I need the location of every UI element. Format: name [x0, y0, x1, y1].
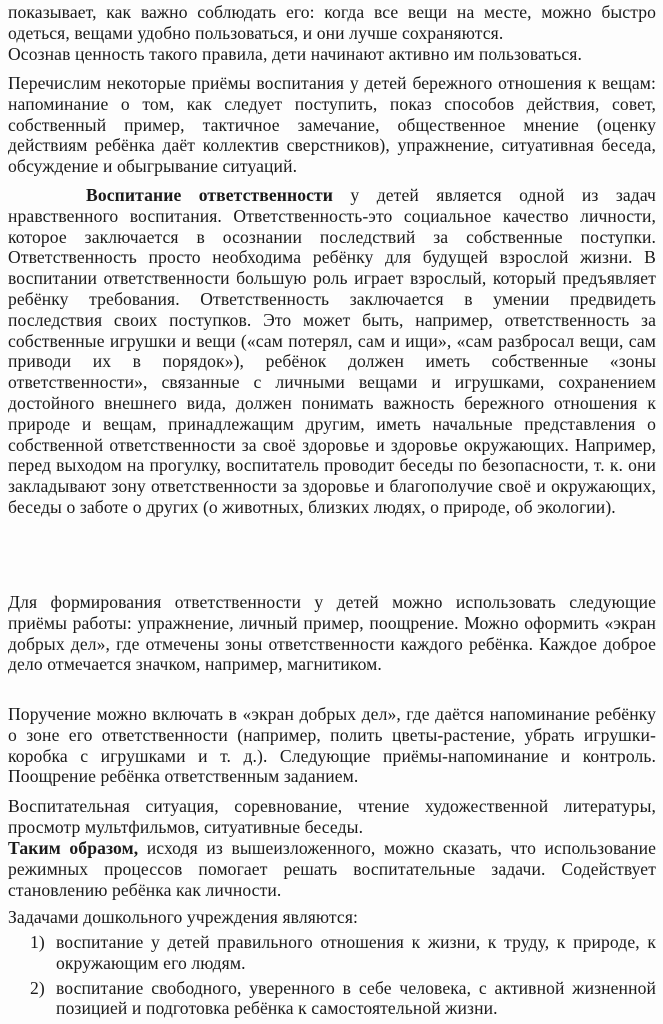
list-item-text: воспитание свободного, уверенного в себе человека, с активной жизненной позицией и подготовка ребёнка к самостоятельной жизни. — [56, 977, 656, 1019]
conclusion-heading: Таким образом, — [8, 838, 139, 858]
paragraph-tasks-intro: Задачами дошкольного учреждения являются: — [8, 907, 359, 927]
paragraph-rule-value: Осознав ценность такого правила, дети начинают активно им пользоваться. — [8, 44, 582, 64]
responsibility-text: у детей является одной из задач нравственного воспитания. Ответственность-это социальное качество личности, которое заключается в осознании последствий за собственные поступки. Ответственность просто необходима ребёнку для будущей взрослой жизни. В воспитании ответственности большую роль играет взрослый, который предъявляет ребёнку требования. Ответственность заключается в умении предвидеть последствия своих поступков. Это может быть, например, ответственность за собственные игрушки и вещи («сам потерял, сам и ищи», «сам разбросал вещи, сам приводи их в порядок»), ребёнок должен иметь собственные «зоны ответственности», связанные с личными вещами и игрушками, сохранением достойного внешнего вида, должен понимать важность бережного отношения к природе и вещам, принадлежащим другим, иметь начальные представления о собственной ответственности за своё здоровье и здоровье окружающих. Например, перед выходом на прогулку, воспитатель проводит беседы по безопасности, т. к. они закладывают зону ответственности за здоровье и благополучие своё и окружающих, беседы о заботе о других (о животных, близких людях, о природе, об экологии). — [8, 185, 656, 517]
paragraph-conclusion — [8, 838, 656, 900]
paragraph-order-benefits: показывает, как важно соблюдать его: когда все вещи на месте, можно быстро одеться, вещами удобно пользоваться, и они лучше сохраняются. — [8, 2, 656, 43]
list-item — [8, 932, 656, 974]
list-item-text: воспитание у детей правильного отношения к жизни, к труду, к природе, к окружающим его людям. — [56, 932, 656, 973]
paragraph-care-methods: Перечислим некоторые приёмы воспитания у детей бережного отношения к вещам: напоминание о том, как следует поступить, показ способов действия, совет, собственный пример, тактичное замечание, общественное мнение (оценку действиям ребёнка даёт коллектив сверстников), упражнение, ситуативная беседа, обсуждение и обыгрывание ситуаций. — [8, 73, 656, 177]
tasks-list — [8, 932, 656, 1019]
list-item-number: 2) — [30, 977, 45, 998]
conclusion-text: исходя из вышеизложенного, можно сказать, что использование режимных процессов помогает решать воспитательные задачи. Содействует становлению ребёнка как личности. — [8, 838, 656, 900]
paragraph-responsibility — [8, 185, 656, 518]
list-item — [8, 978, 656, 1020]
paragraph-assignments: Поручение можно включать в «экран добрых дел», где даётся напоминание ребёнку о зоне его ответственности (например, полить цветы-растение, убрать игрушки-коробка с игрушками и т. д.). Следующие приёмы-напоминание и контроль. Поощрение ребёнка ответственным заданием. — [8, 704, 656, 787]
paragraph-forming-methods: Для формирования ответственности у детей можно использовать следующие приёмы работы: упражнение, личный пример, поощрение. Можно оформить «экран добрых дел», где отмечены зоны ответственности каждого ребёнка. Каждое доброе дело отмечается значком, например, магнитиком. — [8, 592, 656, 675]
paragraph-situations: Воспитательная ситуация, соревнование, чтение художественной литературы, просмотр мультфильмов, ситуативные беседы. — [8, 796, 656, 837]
responsibility-heading: Воспитание ответственности — [86, 185, 334, 205]
list-item-number: 1) — [30, 932, 45, 952]
